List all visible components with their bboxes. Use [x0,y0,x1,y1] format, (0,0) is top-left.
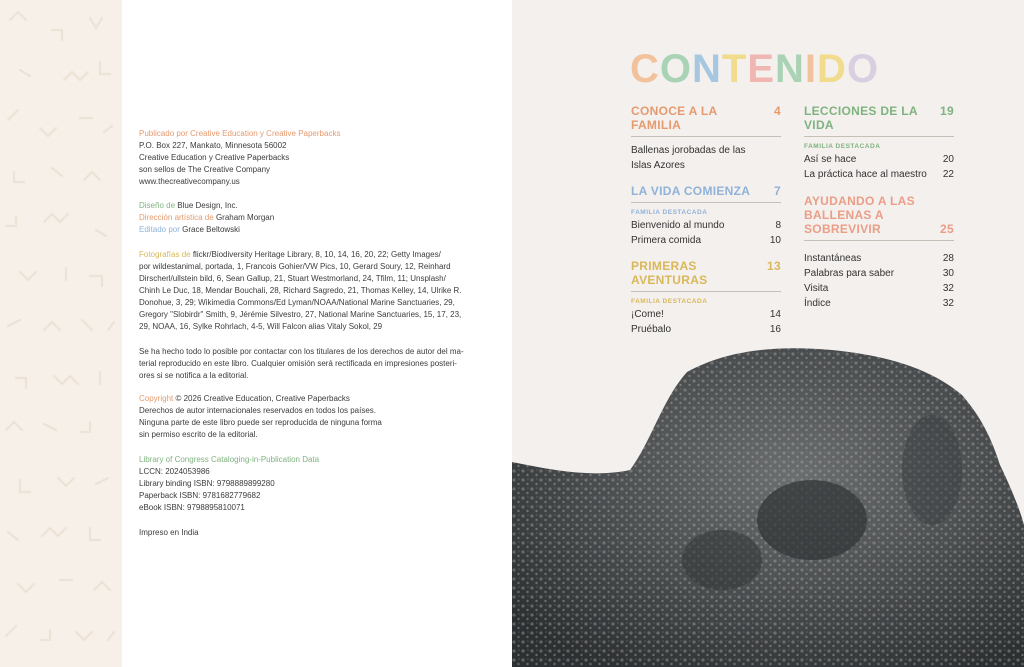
entry-text: Ballenas jorobadas de las [631,145,746,156]
copyright-line [139,393,469,405]
ebook-isbn: eBook ISBN: 9798895810071 [139,503,245,512]
lccn: LCCN: 2024053986 [139,467,210,476]
printed-in: Impreso en India [139,528,199,537]
title-letter: O [846,47,880,91]
entry-page: 14 [769,309,781,320]
address: P.O. Box 227, Mankato, Minnesota 56002 [139,141,287,150]
entry-page: 20 [942,154,954,165]
entry-label: Instantáneas [804,253,862,264]
notice-line: terial reproducido en este libro. Cualquier omisión será rectificada en impresiones posteri- [139,359,457,368]
website: www.thecreativecompany.us [139,177,240,186]
imprints-line: Creative Education y Creative Paperbacks [139,153,290,162]
photo-credit-text: flickr/Biodiversity Heritage Library, 8, 10, 14, 16, 20, 22; Getty Images/ [192,250,441,259]
copyright-label: Copyright [139,394,174,403]
entry-label: Palabras para saber [804,268,895,279]
entry-label: Bienvenido al mundo [631,220,725,231]
section-page: 4 [774,104,781,118]
entry-page: 10 [769,235,781,246]
entry-label: Así se hace [804,154,857,165]
photos-label: Fotografías de [139,250,191,259]
section-title: LECCIONES DE LA VIDA [804,104,918,132]
entry-page: 8 [775,220,781,231]
section-page: 19 [940,104,954,118]
photo-credit-line: Gregory "Slobirdr" Smith, 9, Jérémie Silvestro, 27, National Marine Sanctuaries, 15, 17, 23, [139,310,462,319]
copyright-page [122,0,512,667]
credits-block [139,200,469,236]
copyright-block [139,393,469,441]
title-letter: N [692,47,722,91]
rights-line: sin permiso escrito de la editorial. [139,430,258,439]
photo-credit-line [139,249,469,261]
design-value: Blue Design, Inc. [177,201,238,210]
section-title: PRIMERAS AVENTURAS [631,259,708,287]
entry-page: 22 [942,169,954,180]
entry-page: 16 [769,324,781,335]
section-title-line: BALLENAS A [804,208,884,222]
edited-credit [139,224,469,236]
entry-label: La práctica hace al maestro [804,169,927,180]
title-letter: T [721,47,748,91]
notice-line: ores si se notifica a la editorial. [139,371,249,380]
library-isbn: Library binding ISBN: 9798889899280 [139,479,275,488]
section-title: LA VIDA COMIENZA [631,184,751,198]
design-credit [139,200,469,212]
rights-line: Ninguna parte de este libro puede ser reproducida de ninguna forma [139,418,382,427]
featured-label: FAMILIA DESTACADA [631,209,708,216]
barnacle-rock-photo [512,0,1024,667]
notice-block [139,346,469,382]
rights-line: Derechos de autor internacionales reservados en todos los países. [139,406,377,415]
photo-credit-line: por wildestanimal, portada, 1, Francois Gohier/VW Pics, 10, Gerard Soury, 12, Reinhard [139,262,451,271]
photo-credit-line: 29, NOAA, 16, Sylke Rohrlach, 4-5, Will Falcon alias Vitaly Sokol, 29 [139,322,383,331]
printed-block [139,527,469,539]
copyright-value: © 2026 Creative Education, Creative Paperbacks [175,394,350,403]
publisher-block [139,128,469,188]
section-page: 7 [774,184,781,198]
art-credit [139,212,469,224]
photo-credit-line: Dirscherl/ullstein bild, 6, Sean Gallup, 21, Stuart Westmorland, 24, Tfilm, 11; Unsplash/ [139,274,446,283]
sellos-line: son sellos de The Creative Company [139,165,271,174]
title-letter: N [775,47,805,91]
loc-label: Library of Congress Cataloging-in-Publication Data [139,455,320,464]
entry-label: Visita [804,283,829,294]
art-value: Graham Morgan [215,213,275,222]
notice-line: Se ha hecho todo lo posible por contactar con los titulares de los derechos de autor del ma- [139,347,464,356]
edited-label: Editado por [139,225,180,234]
section-title-line: AYUDANDO A LAS [804,194,915,208]
photo-credits-block [139,249,469,333]
title-letter: I [804,47,818,91]
photo-credit-line: Donohue, 3, 29; Wikimedia Commons/Ed Lyman/NOAA/National Marine Sanctuaries, 29, [139,298,455,307]
section-title-line: SOBREVIVIR [804,222,882,236]
entry-label: Primera comida [631,235,702,246]
section-page: 13 [767,259,781,273]
cataloging-block [139,454,469,514]
entry-page: 32 [942,283,954,294]
section-title: CONOCE A LA FAMILIA [631,104,717,132]
contents-page [512,0,1024,667]
entry-page: 30 [942,268,954,279]
entry-page: 32 [942,298,954,309]
section-page: 25 [940,222,954,236]
zigzag-pattern-icon [0,0,122,667]
photo-credit-line: Chinh Le Duc, 18, Mendar Bouchali, 28, Richard Sagredo, 21, Thomas Kelley, 14, Ulrike R. [139,286,462,295]
entry-label: Pruébalo [631,324,672,335]
design-label: Diseño de [139,201,176,210]
title-letter: C [630,47,660,91]
entry-label: Índice [804,298,831,309]
featured-label: FAMILIA DESTACADA [631,298,708,305]
title-letter: E [747,47,776,91]
art-label: Dirección artística de [139,213,214,222]
published-by: Publicado por Creative Education y Creative Paperbacks [139,129,341,138]
title-letter: O [659,47,693,91]
title-letter: D [817,47,847,91]
entry-label: ¡Come! [631,309,664,320]
edited-value: Grace Beltowski [182,225,240,234]
featured-label: FAMILIA DESTACADA [804,143,881,150]
paperback-isbn: Paperback ISBN: 9781682779682 [139,491,261,500]
entry-page: 28 [942,253,954,264]
decorative-pattern [0,0,122,667]
entry-text: Islas Azores [631,160,685,171]
